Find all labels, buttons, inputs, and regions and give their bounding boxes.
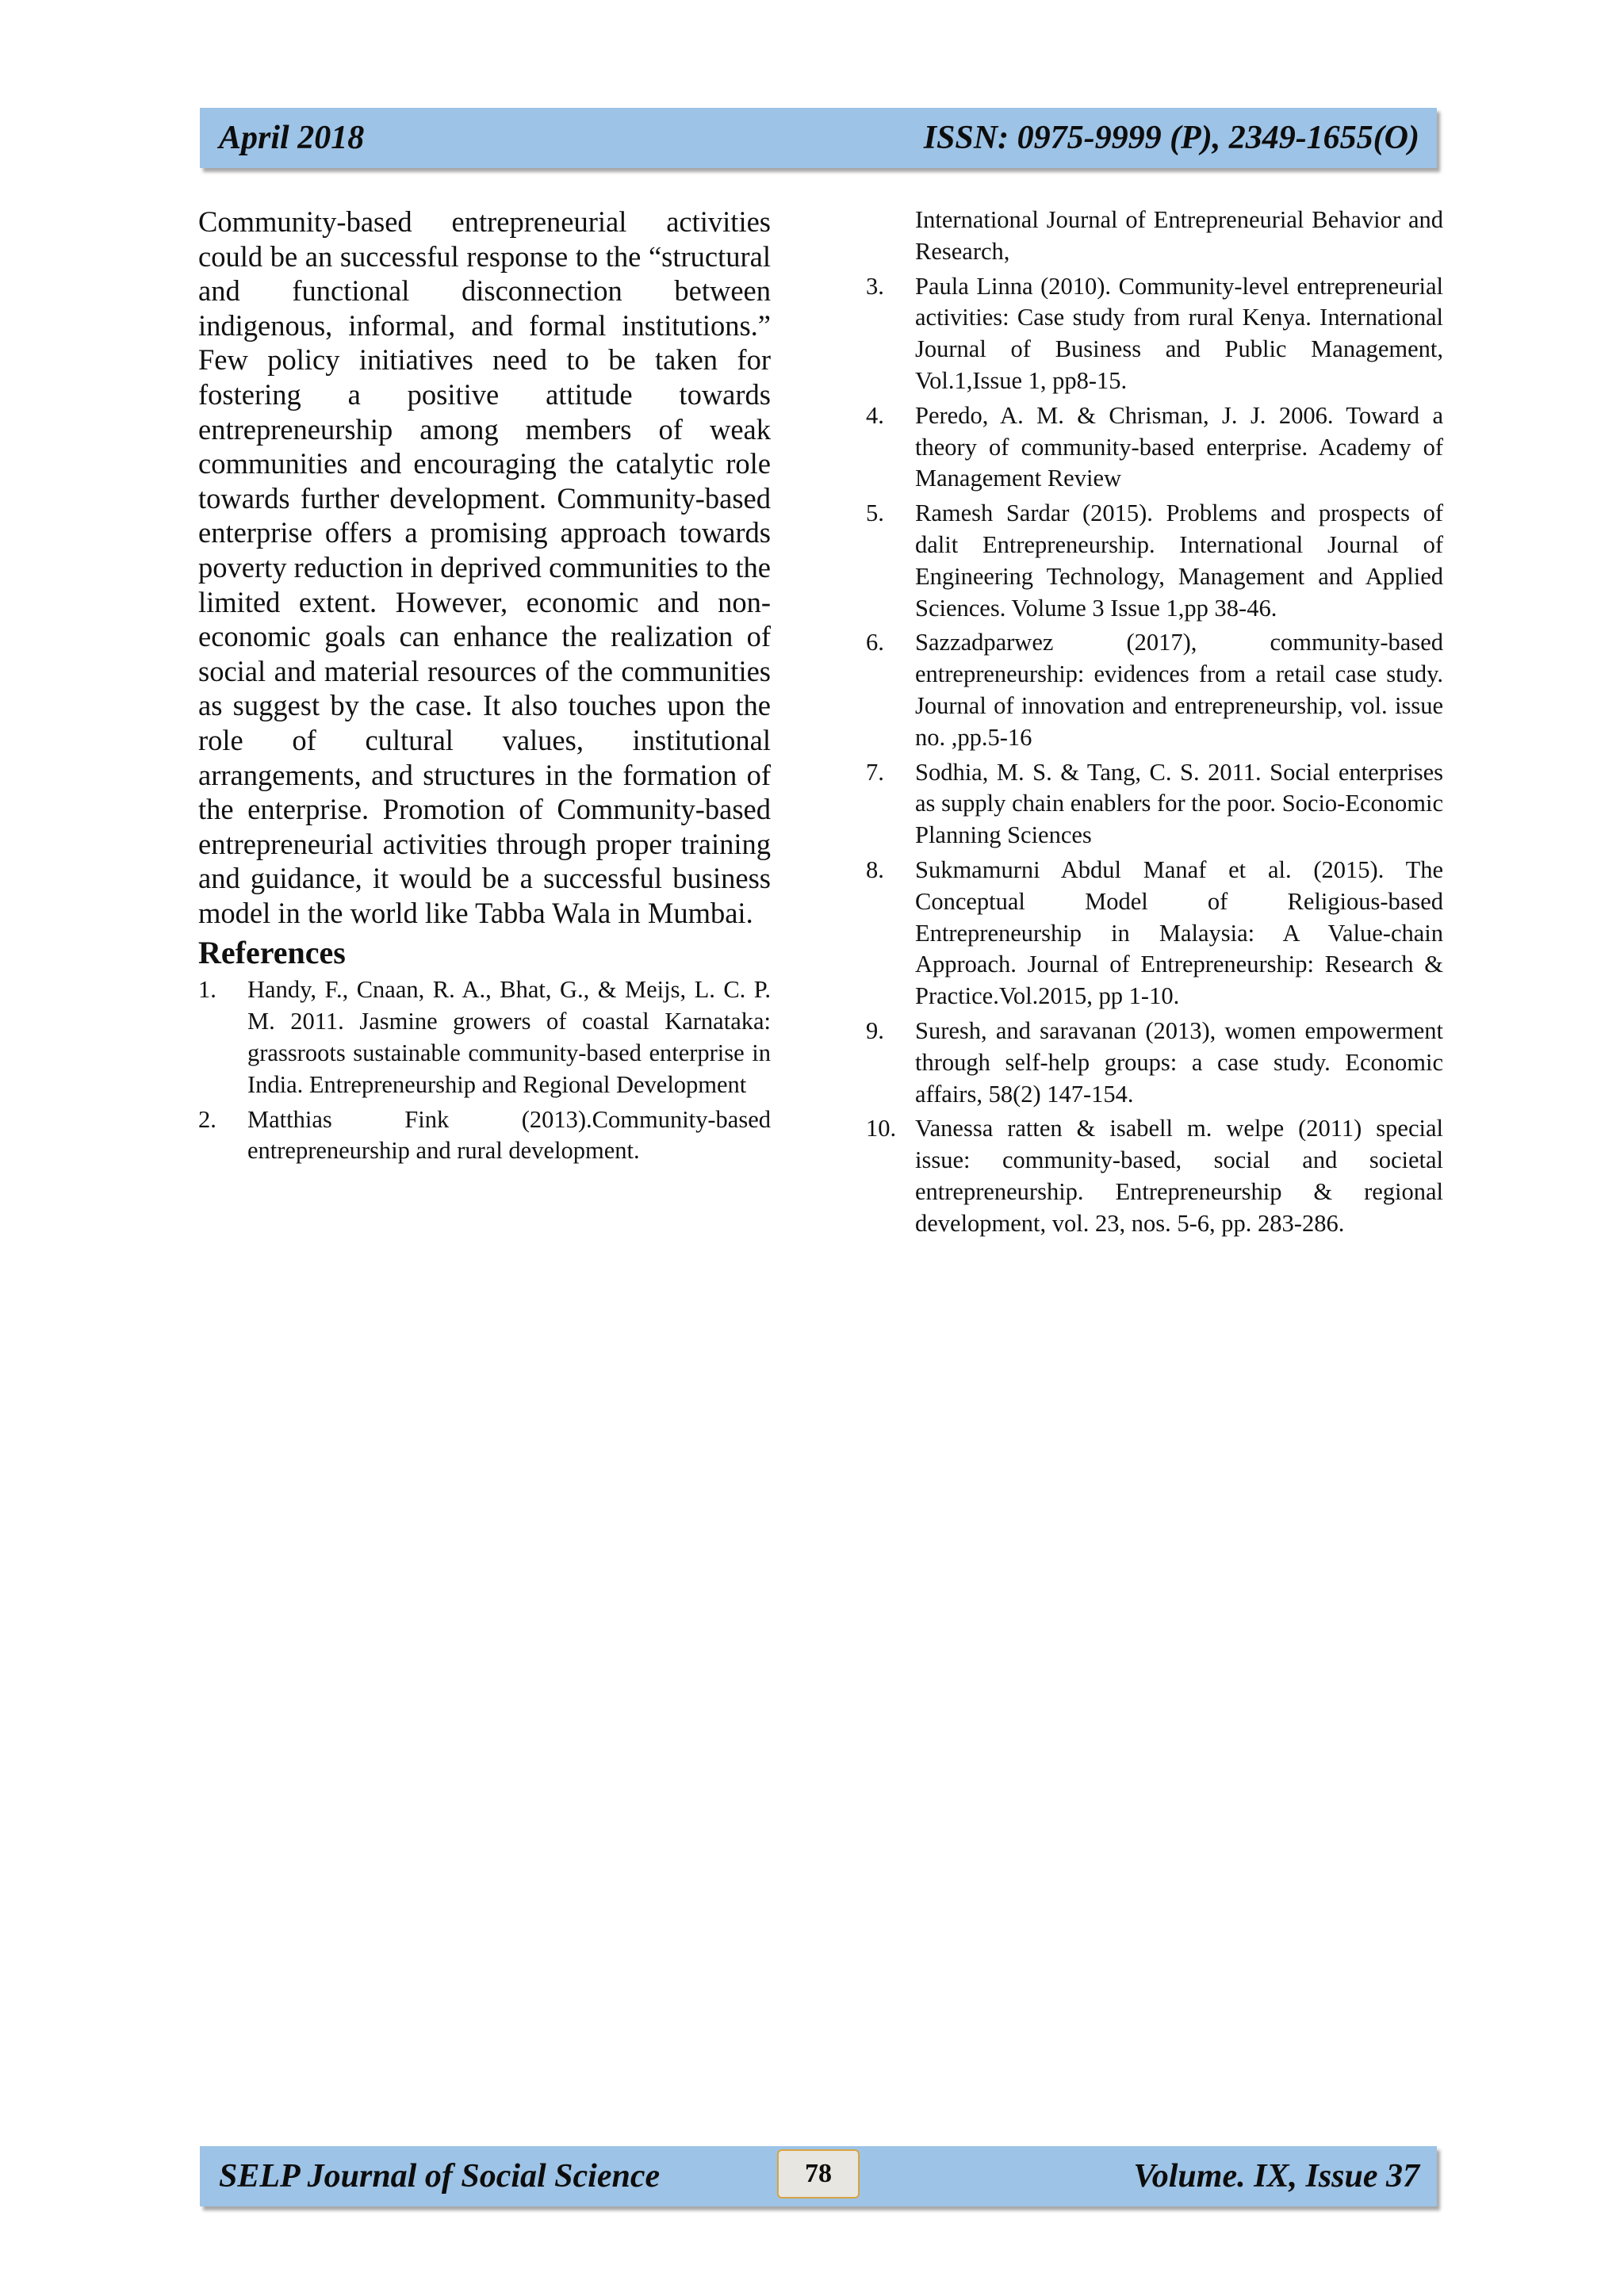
page-header — [200, 108, 1437, 168]
reference-item — [866, 1113, 1443, 1239]
reference-number: 5. — [866, 499, 884, 527]
right-column — [866, 205, 1443, 1243]
reference-number: 7. — [866, 758, 884, 786]
reference-text: Sukmamurni Abdul Manaf et al. (2015). The Conceptual Model of Religious-based Entrepreneurship in Malaysia: A Value-chain Approach. Journal of Entrepreneurship: Research & Practice.Vol.2015, pp 1-10. — [915, 855, 1443, 1010]
reference-item — [866, 498, 1443, 624]
reference-item — [866, 627, 1443, 753]
reference-text: Peredo, A. M. & Chrisman, J. J. 2006. Toward a theory of community-based enterprise. Academy of Management Review — [915, 401, 1443, 492]
page-number: 78 — [777, 2149, 860, 2198]
reference-item — [198, 1104, 771, 1168]
reference-number: 4. — [866, 401, 884, 429]
reference-text: Sazzadparwez (2017), community-based entrepreneurship: evidences from a retail case study. Journal of innovation and entrepreneurship, vol. issue no. ,pp.5-16 — [915, 629, 1443, 751]
reference-number: 2. — [198, 1105, 216, 1133]
left-column — [198, 205, 771, 1170]
reference-number: 10. — [866, 1115, 897, 1142]
reference-item — [866, 757, 1443, 851]
reference-item — [866, 1016, 1443, 1110]
reference-list-left — [198, 974, 771, 1167]
reference-continuation: International Journal of Entrepreneurial Behavior and Research, — [915, 206, 1443, 265]
body-paragraph: Community-based entrepreneurial activities could be an successful response to the “structural and functional disconnection between indigenous, informal, and formal institutions.” Few policy initiatives need to be taken for fostering a positive attitude towards entrepreneurship among members of weak communities and encouraging the catalytic role towards further development. Community-based enterprise offers a promising approach towards poverty reduction in deprived communities to the limited extent. However, economic and non-economic goals can enhance the realization of social and material resources of the communities as suggest by the case. It also touches upon the role of cultural values, institutional arrangements, and structures in the formation of the enterprise. Promotion of Community-based entrepreneurial activities through proper training and guidance, it would be a successful business model in the world like Tabba Wala in Mumbai. — [198, 205, 771, 929]
reference-text: Suresh, and saravanan (2013), women empowerment through self-help groups: a case study. Economic affairs, 58(2) 147-154. — [915, 1016, 1443, 1108]
reference-item — [198, 974, 771, 1100]
reference-text: Paula Linna (2010). Community-level entrepreneurial activities: Case study from rural Kenya. International Journal of Business and Public Management, Vol.1,Issue 1, pp8-15. — [915, 272, 1443, 394]
page-footer — [200, 2146, 1437, 2206]
reference-item — [866, 855, 1443, 1012]
reference-item — [866, 271, 1443, 397]
reference-text: Ramesh Sardar (2015). Problems and prospects of dalit Entrepreneurship. International Journal of Engineering Technology, Management and Applied Sciences. Volume 3 Issue 1,pp 38-46. — [915, 499, 1443, 622]
header-issn: ISSN: 0975-9999 (P), 2349-1655(O) — [923, 120, 1419, 156]
reference-list-right — [866, 271, 1443, 1240]
footer-volume-issue: Volume. IX, Issue 37 — [1133, 2158, 1419, 2195]
reference-item — [866, 400, 1443, 495]
reference-number: 3. — [866, 272, 884, 300]
reference-text: Vanessa ratten & isabell m. welpe (2011) special issue: community-based, social and societal entrepreneurship. Entrepreneurship & regional development, vol. 23, nos. 5-6, pp. 283-286. — [915, 1115, 1443, 1237]
footer-journal-name: SELP Journal of Social Science — [219, 2158, 661, 2195]
reference-text: Handy, F., Cnaan, R. A., Bhat, G., & Meijs, L. C. P. M. 2011. Jasmine growers of coastal Karnataka: grassroots sustainable community-based enterprise in India. Entrepreneurship and Regional Development — [247, 976, 771, 1098]
reference-number: 1. — [198, 976, 216, 1004]
references-heading: References — [198, 935, 346, 971]
reference-number: 9. — [866, 1016, 884, 1044]
reference-number: 8. — [866, 855, 884, 883]
reference-text: Sodhia, M. S. & Tang, C. S. 2011. Social enterprises as supply chain enablers for the poor. Socio-Economic Planning Sciences — [915, 758, 1443, 849]
reference-text: Matthias Fink (2013).Community-based entrepreneurship and rural development. — [247, 1105, 771, 1165]
header-date: April 2018 — [219, 120, 365, 156]
reference-number: 6. — [866, 629, 884, 656]
